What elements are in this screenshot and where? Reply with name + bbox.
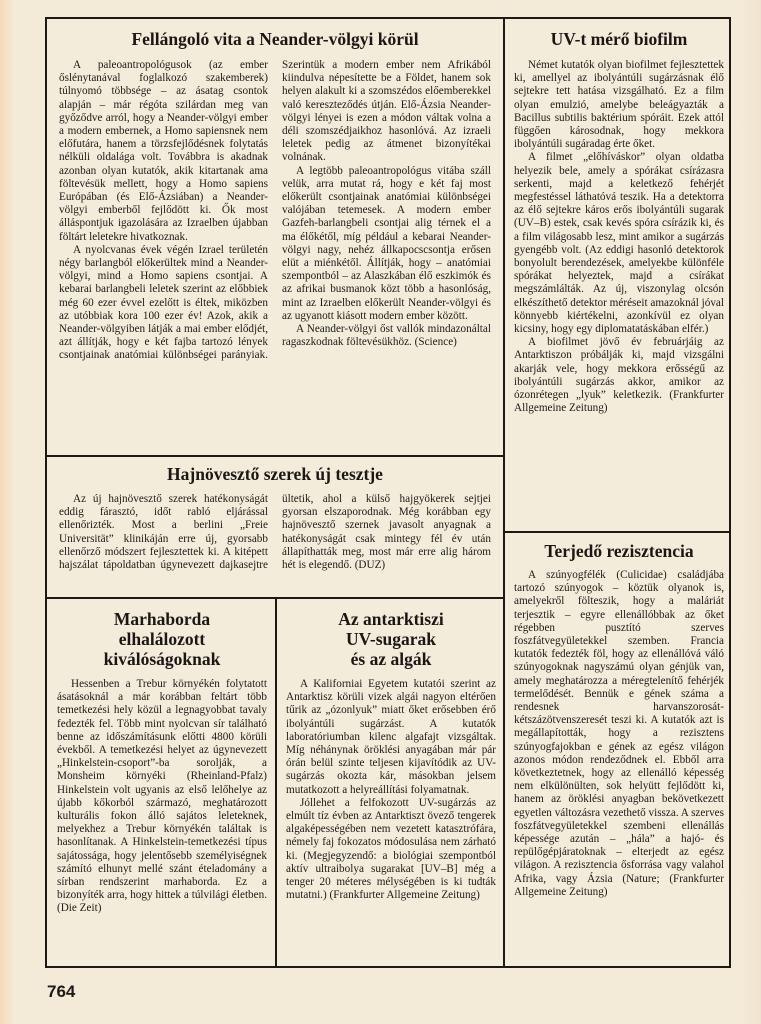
article-antarktisz bbox=[286, 609, 496, 965]
title-line: UV-sugarak bbox=[345, 629, 437, 649]
article-title: Fellángoló vita a Neander-völgyi körül bbox=[131, 29, 419, 49]
divider bbox=[504, 531, 731, 533]
paragraph: Német kutatók olyan biofilmet fejlesztettek ki, amellyel az ibolyántúli sugárzásnak élő sejtekre tett hatása vizsgálható. Ez a film olyan emulzió, amelybe beleágyazták a Bacillus subtilis baktérium spóráit. Ezek attól függően károsodnak, hogy mekkora ibolyántúli sugáradag érte őket. bbox=[514, 59, 724, 151]
paragraph: A paleoantropológusok (az ember őslénytanával foglalkozó szakemberek) túlnyomó többsége – az ásatag csontok alapján – már régóta szilárdan meg van győződve arról, hogy a Neander-völgyi ember a modern embernek, a Homo sapiensnek nem előfutára, hanem a törzsfejlődésnek folytatás nélküli oldalága volt. Továbbra is akadnak azonban olyan kutatók, akik kitartanak ama föltevésük mellett, hogy a Homo sapiens Európában (és Elő-Ázsiában) a Neander-völgyi emberből fejlődött ki. Ők most álláspontjuk igazolására az Izraelben újabban föltárt leletekre hivatkoznak. bbox=[59, 59, 268, 243]
article-body bbox=[59, 59, 491, 363]
paragraph: A szúnyogfélék (Culicidae) családjába tartozó szúnyogok – köztük olyanok is, amelyekről fölteszik, hogy a maláriát terjesztik – egyre ellenállóbbak az őket régebben pusztító szerves foszfátvegyületekkel szemben. Francia kutatók fedezték föl, hogy az ellenállóvá váló szúnyogoknak nagyszámú olyan génjük van, amely meghatározza a méregtelenítő fehérjék termelődését. Bennük e gének száma a rendesnek harvanszorosát-kétszázötvenszeresét teszi ki. A kutatók azt is megállapították, hogy a rezisztens szúnyogfajokban e gének az egész világon azonos módon rendeződnek el. Ebből arra következtetnek, hogy az ellenálló képesség nem elkülönülten, sok helyütt fejlődött ki, hanem az öröklési anyagban bekövetkezett egyetlen változásra vezethető vissza. A szerves foszfátvegyületekkel szembeni ellenállás képessége azután – „hála” a hajó- és repülőgépjáratoknak – elterjedt az egész világon. A rezisztencia ősforrása vagy valahol Afrika, vagy Ázsia (Nature; (Frankfurter Allgemeine Zeitung) bbox=[514, 569, 724, 898]
paragraph: A legtöbb paleoantropológus vitába száll velük, arra mutat rá, hogy e két faj most előkerült csontjainak anatómiai különbségei valójában tetemesek. A modern ember Gazfeh-barlangbeli csontjai alig térnek el a ma élőkétől, míg például a kebarai Neander-völgyi nagy, nehéz állkapocscsontja erősen elüt a miénkétől. Állítják, hogy – anatómiai szempontból – az Alaszkában élő eszkimók és az afrikai busmanok közt több a hasonlóság, mint az Izraelben előkerült Neander-völgyi és az ugyanott kiásott modern ember között. bbox=[282, 164, 491, 322]
paragraph: Az új hajnövesztő szerek hatékonyságát eddig fárasztó, időt rabló eljárással ellenőrizték. Most a berlini „Freie Universität” klinikáján erre új, gyorsabb ellenőrző módszert fejlesztettek ki. A kitépett hajszálat tápoldatban úgynevezett dajkasejtre ültetik, ahol a külső hajgyökerek sejtjei gyorsan elszaporodnak. Még korábban egy hajnövesztő szernek javasolt anyagnak a hatékonyságát csak mintegy fél év után állapíthatták meg, most már erre alig három hét is elegendő. (DUZ) bbox=[59, 493, 491, 572]
paragraph: Hessenben a Trebur környékén folytatott ásatásoknál a már korábban feltárt több temetkezési hely közül a legnagyobbat tavaly fedezték fel. Több mint nyolcvan sír található benne az időszámításunk előtti 4800 körüli évekből. A temetkezési helyet az úgynevezett „Hinkelstein-csoport”-ba sorolják, a Monsheim környéki (Rheinland-Pfalz) Hinkelstein volt ugyanis az első lelőhelye az újabb kőkorból származó, meghatározott kulturális fokon álló sajátos leleteknek, melyekhez a Trebur környékén találtak is hasonlítanak. A Hinkelstein-temetkezési típus sajátossága, hogy jelentősebb személyiségnek számító elhunyt mellé szánt ételadomány a sírban rendszerint marhaborda. Ez a bizonyíték arra, hogy hittek a túlvilági életben. (Die Zeit) bbox=[57, 678, 267, 915]
paragraph: A Neander-völgyi őst vallók mindazonáltal ragaszkodnak föltevésükhöz. (Science) bbox=[282, 323, 491, 349]
article-uv-film bbox=[514, 29, 724, 527]
title-line: Marhaborda bbox=[113, 609, 211, 629]
title-line: kiválóságoknak bbox=[103, 649, 221, 669]
article-marhaborda bbox=[57, 609, 267, 965]
divider bbox=[503, 19, 505, 968]
title-line: Az antarktiszi bbox=[338, 609, 444, 629]
article-hair bbox=[59, 464, 491, 594]
article-resistance bbox=[514, 541, 724, 965]
paragraph: A filmet „előhíváskor” olyan oldatba helyezik bele, amely a spórákat csírázasra serkenti, majd a keletkező fehérjét megfestéssel láthatóvá teszik. Ha a detektorra az élő sejtekre káros erős ibolyántúli sugarak (UV–B) estek, csak kevés spóra csírázik ki, és a film világosabb lesz, mint amikor a sugárzás gyengébb volt. (Az eddigi hasonló detektorok bonyolult berendezések, amelyekbe különféle spórákat helyeztek, majd a csírákat megszámlálták. Az új, viszonylag olcsón elkészíthető detektor méréseit amazoknál jóval könnyebb kiértékelni, azonkívül ez olyan kicsiny, hogy egy diplomatatáskában elfér.) bbox=[514, 151, 724, 336]
article-title bbox=[286, 609, 496, 669]
paragraph: A nyolcvanas évek végén Izrael területén négy barlangból előkerültek mind a Neander-völgyi, mind a Homo sapiens csontjai. A kebarai barlangbeli leletek szerint az előbbiek még 60 ezer évvel ezelőtt is éltek, miközben az utóbbiak kora 100 ezer év! Azok, akik a Neander-völgyiben látják a mai ember elődjét, azt állítják, hogy e két fajba tartozó lények csontjainak anatómiai különbségei parányiak. Szerintük a modern ember nem Afrikából kiindulva népesítette be a Földet, hanem sok helyen alakult ki a szomszédos előemberekkel való kereszteződés útján. Elő-Ázsia Neander-völgyi lényei is ezen a módon váltak volna a déli szomszédjaikhoz hasonlóvá. Az izraeli leletek pedig az átmenet bizonyítékai volnának. bbox=[59, 59, 491, 362]
article-title: Hajnövesztő szerek új tesztje bbox=[167, 464, 383, 484]
divider bbox=[47, 455, 504, 457]
title-line: elhalálozott bbox=[118, 629, 206, 649]
article-title bbox=[57, 609, 267, 669]
divider bbox=[275, 597, 277, 968]
paragraph: A Kaliforniai Egyetem kutatói szerint az Antarktisz körüli vizek algái nagyon eltérően tűrik az „ózonlyuk” miatt őket erősebben érő ibolyántúli sugárzást. A kutatók laboratóriumban kilenc algafajt vizsgáltak. Míg néhánynak öröklési anyagában már pár órán belül szinte teljesen kijavítódik az UV-sugárzás okozta kár, másokban jelsem mutatkozott a helyreállítási folyamatnak. bbox=[286, 678, 496, 796]
paragraph: A biofilmet jövő év februárjáig az Antarktiszon próbálják ki, majd vizsgálni akarják vele, hogy mekkora erősségű az ibolyántúli sugárzás akkor, amikor az ózonrétegen „lyuk” keletkezik. (Frankfurter Allgemeine Zeitung) bbox=[514, 336, 724, 415]
article-title: Terjedő rezisztencia bbox=[544, 541, 694, 561]
article-title: UV-t mérő biofilm bbox=[550, 29, 688, 49]
title-line: és az algák bbox=[350, 649, 432, 669]
page-number: 764 bbox=[47, 982, 76, 1001]
paragraph: Jóllehet a felfokozott UV-sugárzás az elmúlt tíz évben az Antarktiszt övező tengerek algaképességében nem vezetett katasztrófára, némely faj fokozatos módosulása nem zárható ki. (Megjegyzendő: a biológiai szempontból aktív ultraibolya sugarakat [UV–B] még a tenger 20 méteres mélységében is ki tudták mutatni.) (Frankfurter Allgemeine Zeitung) bbox=[286, 796, 496, 902]
article-body bbox=[59, 493, 491, 572]
article-frame bbox=[45, 17, 731, 968]
article-neander bbox=[59, 29, 491, 451]
